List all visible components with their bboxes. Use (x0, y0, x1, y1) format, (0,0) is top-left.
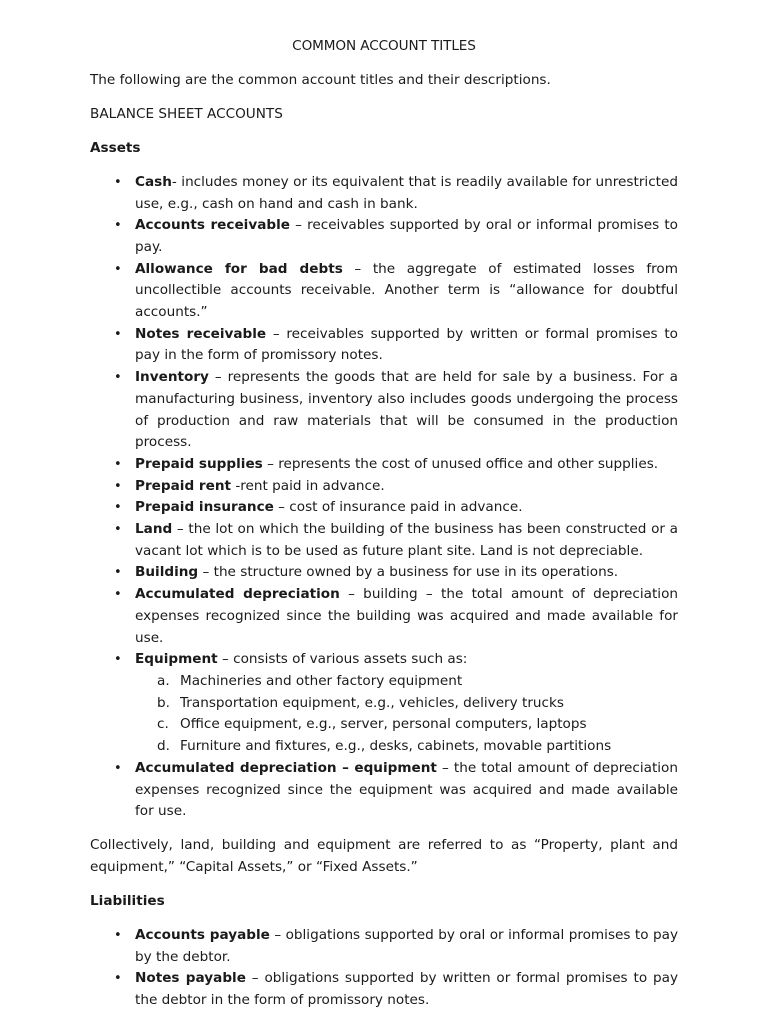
ppe-paragraph: Collectively, land, building and equipment are referred to as “Property, plant and equipment,” “Capital Assets,” or “Fixed Assets.” (90, 836, 678, 875)
assets-list (90, 172, 678, 823)
sublist-text: Machineries and other factory equipment (180, 672, 463, 689)
sublist-marker: c. (157, 716, 169, 733)
intro-text: The following are the common account titles and their descriptions. (90, 71, 551, 88)
assets-heading: Assets (90, 140, 141, 157)
account-description: – cost of insurance paid in advance. (273, 499, 523, 516)
liabilities-heading: Liabilities (90, 893, 165, 910)
sublist-text: Transportation equipment, e.g., vehicles, delivery trucks (180, 694, 564, 711)
bullet-icon: • (114, 971, 122, 987)
list-item (90, 758, 678, 823)
account-term: Prepaid insurance (135, 499, 274, 516)
account-term: Allowance for bad debts (135, 260, 343, 277)
list-item (90, 519, 678, 562)
account-description: - includes money or its equivalent that is readily available for unrestricted use, e.g., cash on hand and cash in bank. (135, 173, 678, 212)
account-term: Notes payable (135, 970, 246, 987)
bullet-icon: • (114, 456, 122, 472)
account-description: – consists of various assets such as: (217, 651, 468, 668)
account-description: – represents the cost of unused office and other supplies. (262, 455, 659, 472)
list-item (90, 215, 678, 258)
bullet-icon: • (114, 928, 122, 944)
account-description: – receivables supported by written or formal promises to pay in the form of promissory notes. (135, 325, 678, 364)
account-description: – receivables supported by oral or informal promises to pay. (135, 217, 678, 255)
sublist-marker: d. (157, 738, 170, 755)
bullet-icon: • (114, 522, 122, 538)
balance-sheet-heading: BALANCE SHEET ACCOUNTS (90, 106, 283, 123)
sublist-text: Furniture and fixtures, e.g., desks, cabinets, movable partitions (180, 738, 612, 755)
list-item (90, 562, 678, 584)
account-term: Accounts receivable (135, 217, 290, 234)
account-term: Building (135, 564, 199, 581)
bullet-icon: • (114, 500, 122, 516)
list-item (90, 172, 678, 215)
list-item (90, 367, 678, 454)
sublist-marker: b. (157, 694, 170, 711)
sublist-marker: a. (157, 672, 170, 689)
sublist-item (135, 736, 678, 758)
account-description: – the lot on which the building of the business has been constructed or a vacant lot which is to be used as future plant site. Land is not depreciable. (135, 521, 678, 559)
liabilities-list (90, 925, 678, 1012)
bullet-icon: • (114, 478, 122, 494)
account-term: Equipment (135, 651, 218, 668)
list-item (90, 925, 678, 968)
list-item (90, 324, 678, 367)
bullet-icon: • (114, 760, 122, 776)
list-item (90, 584, 678, 649)
account-description: – the aggregate of estimated losses from uncollectible accounts receivable. Another term is “allowance for doubtful accounts.” (135, 260, 678, 321)
sublist-item (135, 714, 678, 736)
account-description: – the total amount of depreciation expenses recognized since the equipment was acquired and made available for use. (135, 759, 678, 820)
bullet-icon: • (114, 652, 122, 668)
account-term: Inventory (135, 369, 209, 386)
bullet-icon: • (114, 261, 122, 277)
document-title: COMMON ACCOUNT TITLES (292, 38, 476, 54)
account-term: Accounts payable (135, 927, 270, 944)
bullet-icon: • (114, 218, 122, 234)
account-description: – building – the total amount of depreciation expenses recognized since the building was acquired and made available for use. (135, 586, 678, 646)
account-description: – obligations supported by written or formal promises to pay the debtor in the form of promissory notes. (135, 970, 678, 1009)
bullet-icon: • (114, 174, 122, 190)
account-description: -rent paid in advance. (231, 477, 385, 494)
account-term: Accumulated depreciation – equipment (135, 759, 437, 776)
bullet-icon: • (114, 326, 122, 342)
account-term: Prepaid rent (135, 477, 232, 494)
account-description: – represents the goods that are held for sale by a business. For a manufacturing business, inventory also includes goods undergoing the process of production and raw materials that will be consumed in the production process. (135, 369, 678, 451)
account-term: Cash (135, 173, 172, 190)
sublist-item (135, 671, 678, 693)
list-item (90, 497, 678, 519)
account-term: Accumulated depreciation (135, 586, 340, 603)
bullet-icon: • (114, 370, 122, 386)
list-item (90, 968, 678, 1011)
bullet-icon: • (114, 565, 122, 581)
bullet-icon: • (114, 587, 122, 603)
list-item (90, 259, 678, 324)
sublist-item (135, 693, 678, 715)
account-description: – the structure owned by a business for use in its operations. (198, 564, 619, 581)
account-term: Notes receivable (135, 325, 267, 342)
list-item (90, 649, 678, 758)
list-item (90, 476, 678, 498)
account-term: Land (135, 521, 173, 538)
equipment-sublist (135, 671, 678, 758)
account-description: – obligations supported by oral or informal promises to pay by the debtor. (135, 927, 678, 965)
account-term: Prepaid supplies (135, 455, 263, 472)
sublist-text: Office equipment, e.g., server, personal computers, laptops (180, 716, 587, 733)
list-item (90, 454, 678, 476)
document-page (90, 36, 678, 1024)
